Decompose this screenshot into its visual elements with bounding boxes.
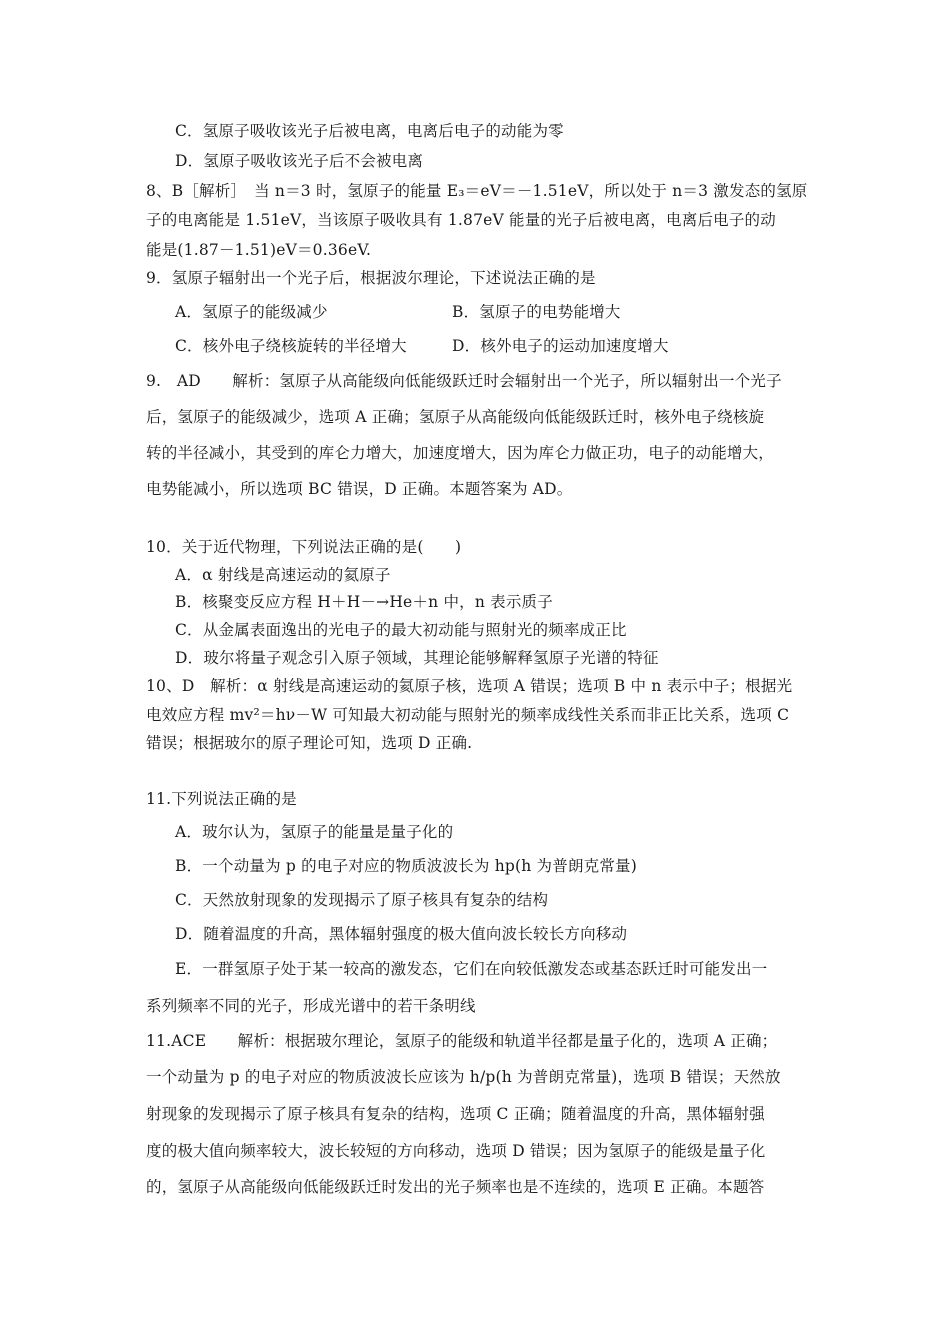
- question-9-stem: 9．氢原子辐射出一个光子后，根据波尔理论，下述说法正确的是: [146, 269, 596, 287]
- answer-11-line-1: 11.ACE 解析：根据玻尔理论，氢原子的能级和轨道半径都是量子化的，选项 A 正确；: [146, 1032, 778, 1050]
- answer-8-line-3: 能是(1.87－1.51)eV＝0.36eV.: [146, 241, 372, 259]
- question-11-stem: 11.下列说法正确的是: [146, 790, 297, 808]
- q10-option-c: C．从金属表面逸出的光电子的最大初动能与照射光的频率成正比: [175, 621, 627, 639]
- q9-option-a: A．氢原子的能级减少: [175, 303, 328, 321]
- answer-8-line-2: 子的电离能是 1.51eV，当该原子吸收具有 1.87eV 能量的光子后被电离，电离后电子的动: [146, 211, 776, 229]
- answer-10-line-1: 10、D 解析：α 射线是高速运动的氦原子核，选项 A 错误；选项 B 中 n 表示中子；根据光: [146, 677, 793, 695]
- q11-option-c: C．天然放射现象的发现揭示了原子核具有复杂的结构: [175, 891, 549, 909]
- answer-10-line-2: 电效应方程 mv²＝hν－W 可知最大初动能与照射光的频率成线性关系而非正比关系，选项 C: [146, 706, 790, 724]
- q11-option-a: A．玻尔认为，氢原子的能量是量子化的: [175, 823, 454, 841]
- question-10-stem: 10．关于近代物理，下列说法正确的是( ): [146, 538, 462, 556]
- q11-option-e-line-1: E．一群氢原子处于某一较高的激发态，它们在向较低激发态或基态跃迁时可能发出一: [175, 960, 768, 978]
- answer-10-line-3: 错误；根据玻尔的原子理论可知，选项 D 正确.: [146, 734, 473, 752]
- answer-11-line-5: 的，氢原子从高能级向低能级跃迁时发出的光子频率也是不连续的，选项 E 正确。本题答: [146, 1178, 765, 1196]
- answer-9-line-4: 电势能减小，所以选项 BC 错误，D 正确。本题答案为 AD。: [146, 480, 573, 498]
- q9-option-c: C．核外电子绕核旋转的半径增大: [175, 337, 407, 355]
- answer-11-line-4: 度的极大值向频率较大，波长较短的方向移动，选项 D 错误；因为氢原子的能级是量子化: [146, 1142, 766, 1160]
- q10-option-a: A．α 射线是高速运动的氦原子: [175, 566, 391, 584]
- q9-option-d: D．核外电子的运动加速度增大: [452, 337, 669, 355]
- answer-8-line-1: 8、B［解析］ 当 n＝3 时，氢原子的能量 E₃＝eV＝－1.51eV，所以处于 n＝3 激发态的氢原: [146, 182, 808, 200]
- q7-option-d: D．氢原子吸收该光子后不会被电离: [175, 152, 424, 170]
- q10-option-b: B．核聚变反应方程 H＋H－→He＋n 中，n 表示质子: [175, 593, 553, 611]
- q11-option-d: D．随着温度的升高，黑体辐射强度的极大值向波长较长方向移动: [175, 925, 628, 943]
- answer-11-line-2: 一个动量为 p 的电子对应的物质波波长应该为 h/p(h 为普朗克常量)，选项 B 错误；天然放: [146, 1068, 781, 1086]
- answer-9-line-3: 转的半径减小，其受到的库仑力增大，加速度增大，因为库仑力做正功，电子的动能增大，: [146, 444, 775, 462]
- q11-option-b: B．一个动量为 p 的电子对应的物质波波长为 hp(h 为普朗克常量): [175, 857, 638, 875]
- q7-option-c: C．氢原子吸收该光子后被电离，电离后电子的动能为零: [175, 122, 564, 140]
- answer-9-line-2: 后，氢原子的能级减少，选项 A 正确；氢原子从高能级向低能级跃迁时，核外电子绕核旋: [146, 408, 765, 426]
- q10-option-d: D．玻尔将量子观念引入原子领域，其理论能够解释氢原子光谱的特征: [175, 649, 659, 667]
- q11-option-e-line-2: 系列频率不同的光子，形成光谱中的若干条明线: [146, 997, 476, 1015]
- answer-9-line-1: 9. AD 解析：氢原子从高能级向低能级跃迁时会辐射出一个光子，所以辐射出一个光子: [146, 372, 782, 390]
- q9-option-b: B．氢原子的电势能增大: [452, 303, 621, 321]
- answer-11-line-3: 射现象的发现揭示了原子核具有复杂的结构，选项 C 正确；随着温度的升高，黑体辐射强: [146, 1105, 765, 1123]
